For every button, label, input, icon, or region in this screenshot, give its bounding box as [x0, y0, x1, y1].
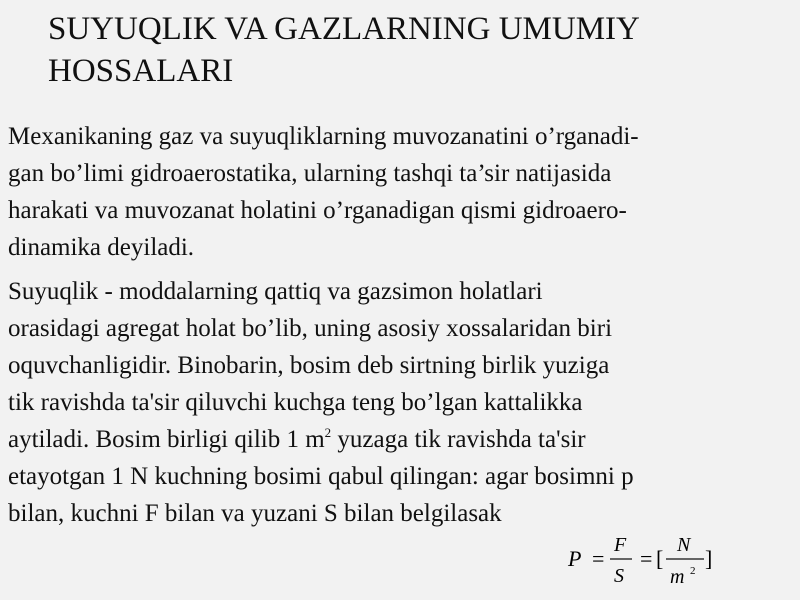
paragraph-mechanics-definition: [8, 118, 796, 266]
paragraph-liquid-pressure: [8, 273, 796, 532]
unit-denominator: m: [670, 566, 685, 588]
formula-lhs: P: [568, 546, 582, 571]
formula-equals: =: [592, 546, 605, 571]
paragraph-line: [8, 421, 796, 458]
paragraph-line: gan bo’limi gidroaerostatika, ularning tashqi ta’sir natijasida: [8, 160, 612, 187]
text-run: aytiladi. Bosim birligi qilib 1 m: [8, 426, 325, 453]
slide-title-line: SUYUQLIK VA GAZLARNING UMUMIY: [48, 11, 640, 47]
formula-equals: =: [640, 546, 653, 571]
superscript-exponent: 2: [324, 425, 332, 440]
paragraph-line: dinamika deyiladi.: [8, 234, 195, 261]
paragraph-line: bilan, kuchni F bilan va yuzani S bilan belgilasak: [8, 500, 502, 527]
unit-numerator: N: [677, 534, 691, 556]
formula-open-bracket: [: [656, 546, 664, 571]
paragraph-line: etayotgan 1 N kuchning bosimi qabul qilingan: agar bosimni p: [8, 463, 634, 490]
paragraph-line: orasidagi agregat holat bo’lib, uning asosiy xossalaridan biri: [8, 315, 613, 342]
paragraph-line: Mexanikaning gaz va suyuqliklarning muvozanatini o’rganadi-: [8, 123, 639, 150]
slide-title-line: HOSSALARI: [48, 53, 234, 89]
unit-exponent: 2: [690, 565, 696, 577]
text-run: yuzaga tik ravishda ta'sir: [331, 426, 586, 453]
pressure-formula: [560, 533, 720, 589]
paragraph-line: oquvchanligidir. Binobarin, bosim deb sirtning birlik yuziga: [8, 352, 610, 379]
formula-graphic: [560, 533, 720, 589]
slide-title: [48, 8, 768, 92]
formula-denominator: S: [614, 565, 624, 587]
formula-close-bracket: ]: [705, 546, 713, 571]
formula-numerator: F: [614, 534, 627, 556]
paragraph-line: Suyuqlik - moddalarning qattiq va gazsimon holatlari: [8, 278, 543, 305]
paragraph-line: harakati va muvozanat holatini o’rganadigan qismi gidroaero-: [8, 197, 627, 224]
paragraph-line: tik ravishda ta'sir qiluvchi kuchga teng bo’lgan kattalikka: [8, 389, 583, 416]
